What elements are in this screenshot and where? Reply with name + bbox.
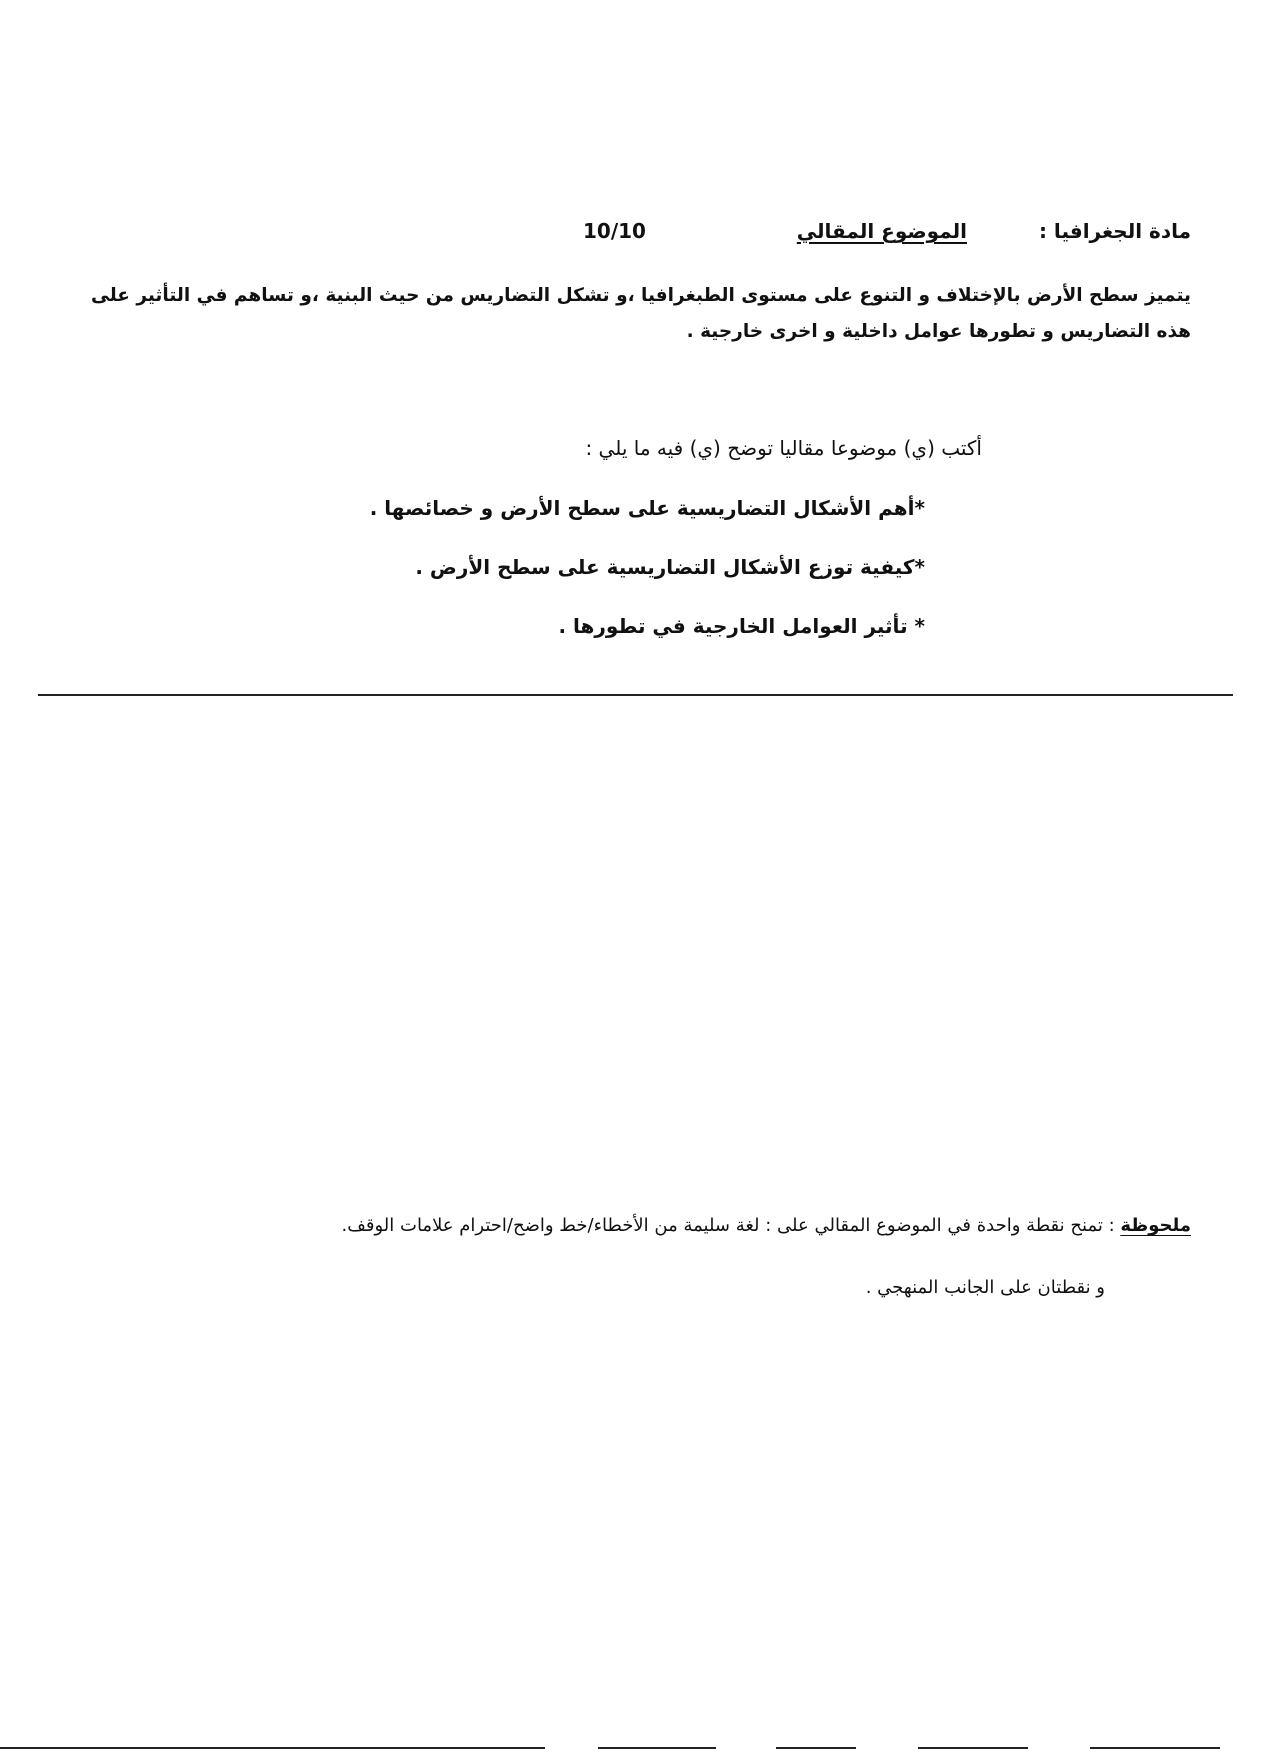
footer-line [1090, 1747, 1220, 1749]
footer-line [598, 1747, 716, 1749]
task-item-external-factors: * تأثير العوامل الخارجية في تطورها . [558, 614, 925, 638]
footer-line [776, 1747, 856, 1749]
footer-line [0, 1747, 545, 1749]
subject-label: مادة الجغرافيا : [1038, 219, 1191, 243]
grading-note-continued: و نقطتان على الجانب المنهجي . [865, 1277, 1105, 1298]
footer-line [918, 1747, 1028, 1749]
note-text: : تمنح نقطة واحدة في الموضوع المقالي على : لغة سليمة من الأخطاء/خط واضح/احترام علامات الوقف. [341, 1215, 1121, 1236]
exam-section-title: الموضوع المقالي [796, 219, 967, 243]
task-item-landforms: *أهم الأشكال التضاريسية على سطح الأرض و خصائصها . [369, 496, 925, 520]
intro-paragraph: يتميز سطح الأرض بالإختلاف و التنوع على مستوى الطبغرافيا ،و تشكل التضاريس من حيث البنية ،و تساهم في التأثير على هذه التضاريس و تطورها عوامل داخلية و اخرى خارجية . [91, 285, 1191, 342]
task-item-distribution: *كيفية توزع الأشكال التضاريسية على سطح الأرض . [415, 555, 925, 579]
score-label: 10/10 [583, 219, 646, 243]
task-instruction: أكتب (ي) موضوعا مقاليا توضح (ي) فيه ما يلي : [585, 436, 982, 460]
note-label: ملحوظة [1120, 1215, 1191, 1236]
grading-note [342, 1215, 1191, 1236]
section-divider [38, 694, 1233, 696]
